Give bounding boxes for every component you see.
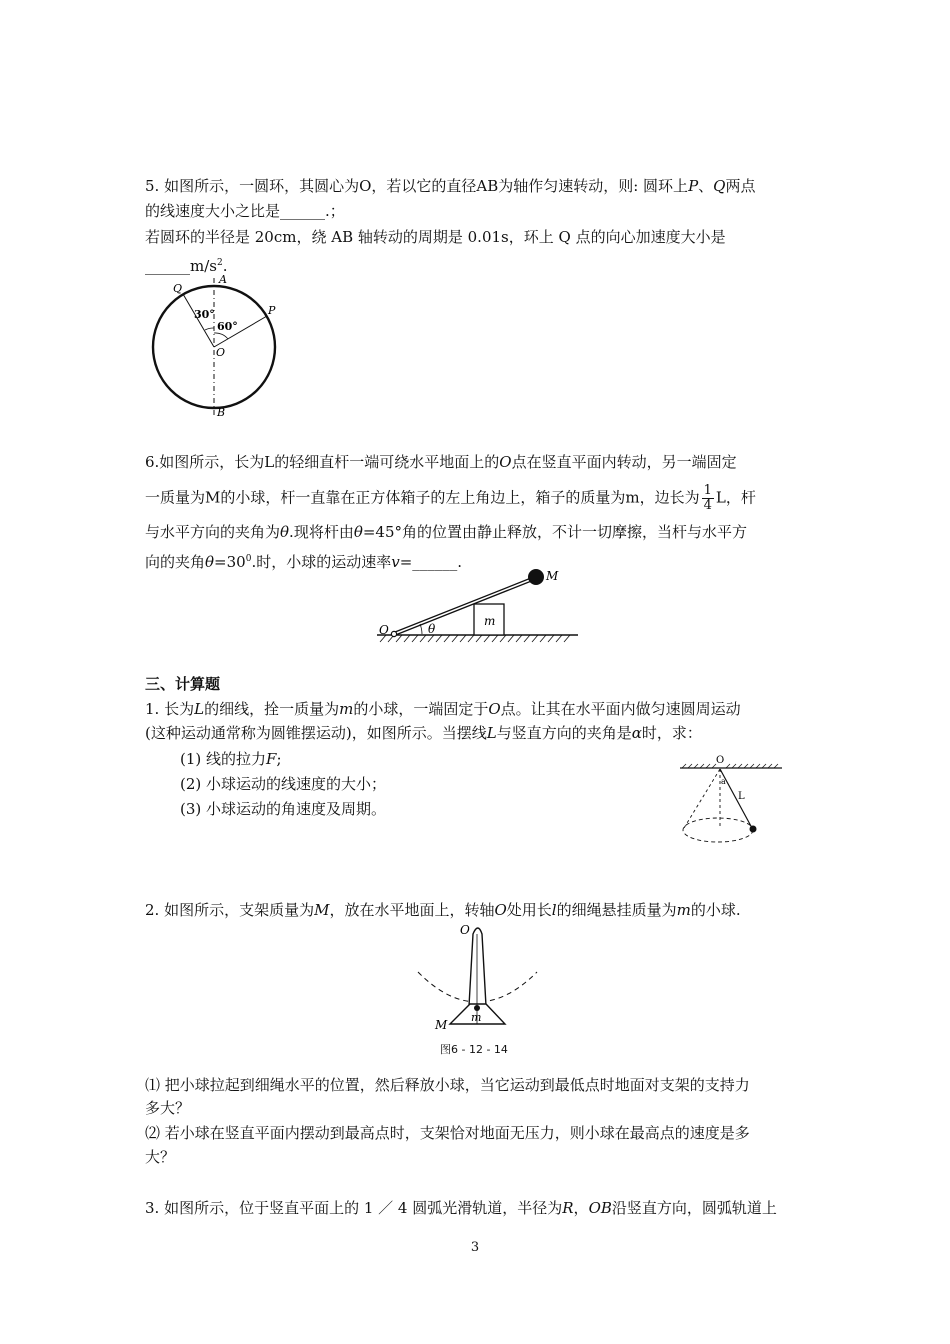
q5-line-2: 的线速度大小之比是______.；: [145, 202, 345, 220]
q6-line-2: 一质量为M的小球，杆一直靠在正方体箱子的左上角边上，箱子的质量为m，边长为 $\frac{1}{4}$ L，杆: [145, 483, 756, 513]
c2-line-1: 2. 如图所示，支架质量为M，放在水平地面上，转轴O处用长l的细绳悬挂质量为m的小球.: [145, 901, 741, 919]
q6-line-1: 6.如图所示，长为L的轻细直杆一端可绕水平地面上的O点在竖直平面内转动，另一端固定: [145, 453, 737, 471]
ring-figure: [145, 272, 295, 422]
stand-pendulum-figure: [415, 920, 565, 1035]
c2-sub2-line-2: 大？: [145, 1148, 176, 1166]
label-o: O: [716, 755, 725, 766]
q5-line-3: 若圆环的半径是 20cm，绕 AB 轴转动的周期是 0.01s，环上 Q 点的向心加速度大小是: [145, 228, 726, 246]
label-30deg: 30°: [194, 308, 215, 321]
label-theta: θ: [428, 622, 436, 636]
fraction-quarter: $\frac{1}{4}$: [703, 483, 712, 513]
q6-line-4: 向的夹角$\theta=30^0$.时，小球的运动速率v=______.: [145, 553, 463, 571]
section-heading: 三、计算题: [145, 675, 221, 693]
label-m: m: [484, 614, 496, 628]
c2-sub1-line-2: 多大？: [145, 1099, 191, 1117]
label-o: O: [216, 346, 226, 359]
label-l: L: [738, 791, 745, 802]
bob: [750, 826, 757, 833]
label-m-ball: m: [471, 1011, 482, 1024]
c1-line-1: 1. 长为L的细线，拴一质量为m的小球，一端固定于O点。让其在水平面内做匀速圆周运动: [145, 700, 741, 718]
rod-box-figure: [372, 568, 592, 668]
q5-line-4: $\_\_\_\_\_\_m/s^2$.: [145, 257, 228, 275]
q5-line-1: 5. 如图所示，一圆环，其圆心为O，若以它的直径AB为轴作匀速转动，则: 圆环上P、Q两点: [145, 177, 756, 195]
label-60deg: 60°: [217, 320, 238, 333]
ground-hatching: [380, 635, 570, 642]
label-m-support: M: [435, 1018, 448, 1032]
c1-item-1: (1) 线的拉力F;: [180, 750, 282, 768]
c1-item-2: (2) 小球运动的线速度的大小；: [180, 775, 387, 793]
figure-caption: 图6 - 12 - 14: [440, 1043, 508, 1056]
support-pillar: [469, 928, 486, 1006]
label-p: P: [268, 304, 276, 317]
c2-sub1-line-1: ⑴ 把小球拉起到细绳水平的位置，然后释放小球，当它运动到最低点时地面对支架的支持力: [145, 1076, 750, 1094]
c1-line-2: (这种运动通常称为圆锥摆运动)，如图所示。当摆线L与竖直方向的夹角是α时，求：: [145, 724, 702, 742]
label-o: O: [379, 623, 389, 637]
label-q: Q: [173, 282, 183, 295]
conical-pendulum-figure: [676, 752, 788, 852]
label-big-m: M: [546, 569, 559, 583]
c2-sub2-line-1: ⑵ 若小球在竖直平面内摆动到最高点时，支架恰对地面无压力，则小球在最高点的速度是多: [145, 1124, 750, 1142]
label-b: B: [217, 406, 226, 419]
ball-m: [528, 569, 544, 585]
label-o: O: [460, 923, 470, 937]
circle-path: [683, 818, 753, 842]
q6-line-3: 与水平方向的夹角为θ.现将杆由θ=45°角的位置由静止释放，不计一切摩擦，当杆与水平方: [145, 523, 748, 541]
label-alpha: a: [721, 777, 726, 786]
c3-line-1: 3. 如图所示，位于竖直平面上的 1 ／ 4 圆弧光滑轨道，半径为R，OB沿竖直方向，圆弧轨道上: [145, 1199, 777, 1217]
pivot-o: [391, 631, 396, 636]
page-number: 3: [470, 1240, 480, 1255]
c1-item-3: (3) 小球运动的角速度及周期。: [180, 800, 387, 818]
label-a: A: [219, 273, 227, 286]
